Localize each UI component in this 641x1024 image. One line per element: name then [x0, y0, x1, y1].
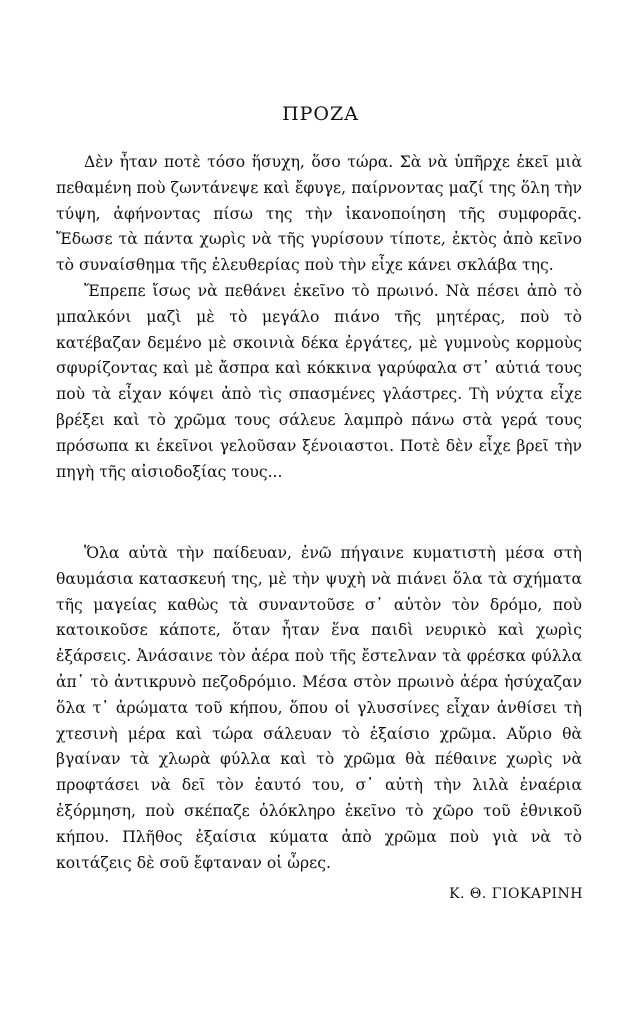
- text-section-top: [56, 150, 582, 485]
- paragraph: Ὅλα αὐτὰ τὴν παίδευαν, ἐνῶ πήγαινε κυματιστὴ μέσα στὴ θαυμάσια κατασκευή της, μὲ τὴν ψυχὴ νὰ πιάνει ὅλα τὰ σχήματα τῆς μαγείας καθὼς τὰ συναντοῦσε σ᾽ αὐτὸν τὸν δρόμο, ποὺ κατοικοῦσε κάποτε, ὅταν ἦταν ἕνα παιδὶ νευρικὸ καὶ χωρὶς ἐξάρσεις. Ἀνάσαινε τὸν ἀέρα ποὺ τῆς ἔστελναν τὰ φρέσκα φύλλα ἀπ᾽ τὸ ἀντικρυνὸ πεζοδρόμιο. Μέσα στὸν πρωινὸ ἀέρα ἡσύχαζαν ὅλα τ᾽ ἀρώματα τοῦ κήπου, ὅπου οἱ γλυσσίνες εἶχαν ἀνθίσει τὴ χτεσινὴ μέρα καὶ τώρα σάλευαν τὸ ἐξαίσιο χρῶμα. Αὔριο θὰ βγαίναν τὰ χλωρὰ φύλλα καὶ τὸ χρῶμα θὰ πέθαινε χωρὶς νὰ προφτάσει νὰ δεῖ τὸν ἑαυτό του, σ᾽ αὐτὴ τὴν λιλὰ ἐναέρια ἐξόρμηση, ποὺ σκέπαζε ὁλόκληρο ἐκεῖνο τὸ χῶρο τοῦ ἐθνικοῦ κήπου. Πλῆθος ἐξαίσια κύματα ἀπὸ χρῶμα ποὺ γιὰ νὰ τὸ κοιτάζεις δὲ σοῦ ἔφταναν οἱ ὧρες.: [56, 544, 582, 872]
- page-title: ΠΡΟΖΑ: [282, 103, 359, 125]
- author-signature: Κ. Θ. ΓΙΟΚΑΡΙΝΗ: [449, 886, 583, 902]
- paragraph: Ἔπρεπε ἴσως νὰ πεθάνει ἐκεῖνο τὸ πρωινό. Νὰ πέσει ἀπὸ τὸ μπαλκόνι μαζὶ μὲ τὸ μεγάλο πιάνο τῆς μητέρας, ποὺ τὸ κατέβαζαν δεμένο μὲ σκοινιὰ δέκα ἐργάτες, μὲ γυμνοὺς κορμοὺς σφυρίζοντας καὶ μὲ ἄσπρα καὶ κόκκινα γαρύφαλα στ᾽ αὐτιά τους ποὺ τὰ εἶχαν κόψει ἀπὸ τὶς σπασμένες γλάστρες. Τὴ νύχτα εἶχε βρέξει καὶ τὸ χρῶμα τους σάλευε λαμπρὸ πάνω στὰ γερά τους πρόσωπα κι ἐκεῖνοι γελοῦσαν ξένοιαστοι. Ποτὲ δὲν εἶχε βρεῖ τὴν πηγὴ τῆς αἰσιοδοξίας τους...: [56, 281, 582, 481]
- paragraph: Δὲν ἦταν ποτὲ τόσο ἥσυχη, ὅσο τώρα. Σὰ νὰ ὑπῆρχε ἐκεῖ μιὰ πεθαμένη ποὺ ζωντάνεψε καὶ ἔφυγε, παίρνοντας μαζί της ὅλη τὴν τύψη, ἀφήνοντας πίσω της τὴν ἱκανοποίηση τῆς συμφορᾶς. Ἔδωσε τὰ πάντα χωρὶς νὰ τῆς γυρίσουν τίποτε, ἐκτὸς ἀπὸ κεῖνο τὸ συναίσθημα τῆς ἐλευθερίας ποὺ τὴν εἶχε κάνει σκλάβα της.: [56, 153, 582, 275]
- text-section-bottom: [56, 541, 582, 876]
